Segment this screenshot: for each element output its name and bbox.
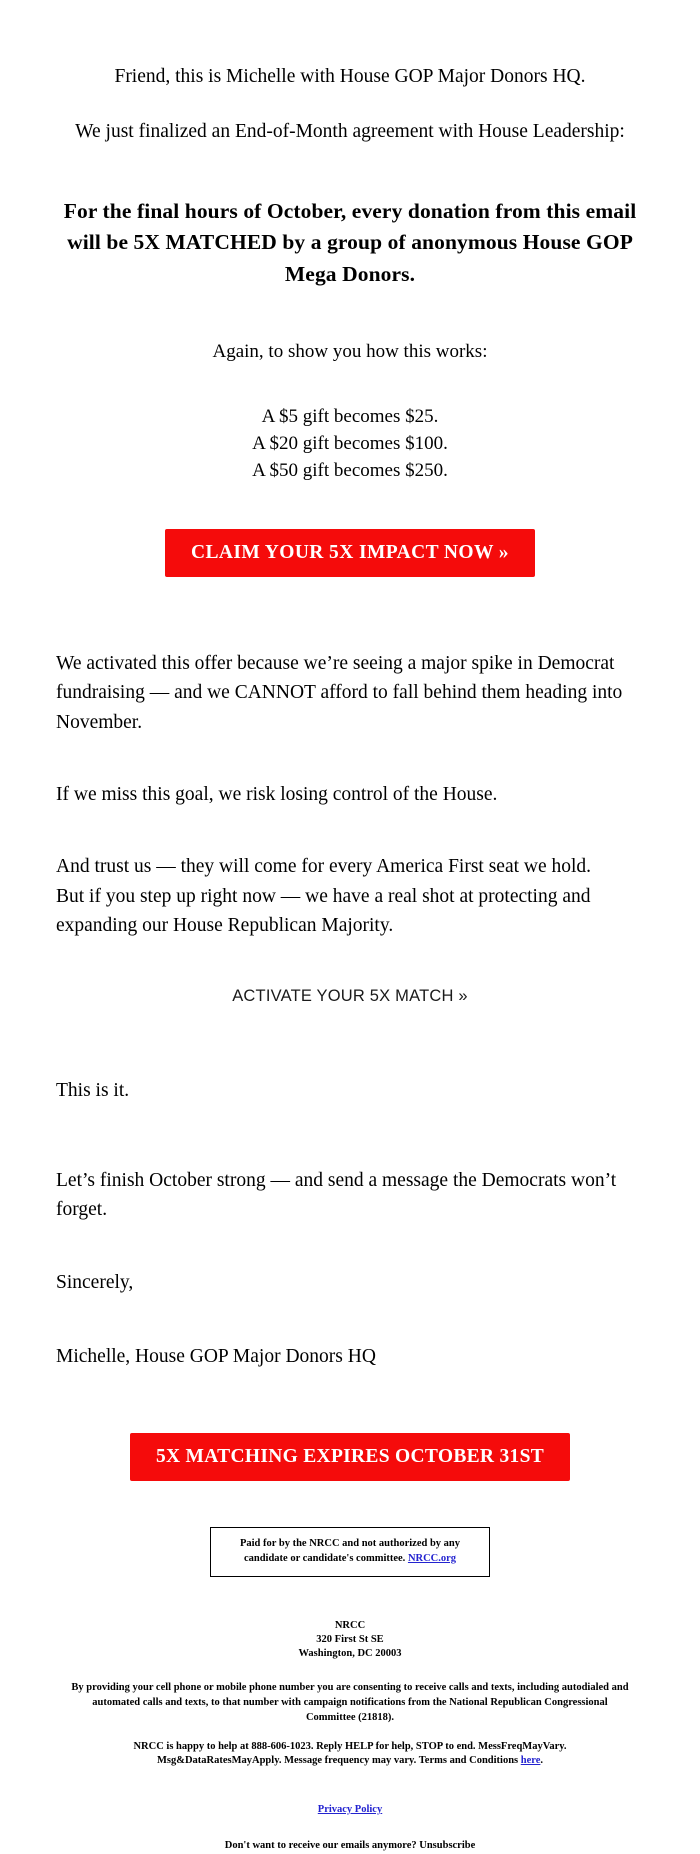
disclaimer-row (56, 1481, 644, 1577)
gift-match-list (56, 385, 644, 485)
intro-line-2: We just finalized an End-of-Month agreement with House Leadership: (75, 120, 625, 142)
claim-5x-impact-button[interactable]: CLAIM YOUR 5X IMPACT NOW » (165, 529, 535, 577)
signature: Michelle, House GOP Major Donors HQ (56, 1345, 376, 1367)
paragraph-trust-line-2: But if you step up right now — we have a real shot at protecting and expanding our House Republican Majority. (56, 885, 591, 937)
headline: For the final hours of October, every donation from this email will be 5X MATCHED by a group of anonymous House GOP Mega Donors. (63, 199, 637, 286)
intro-line-1: Friend, this is Michelle with House GOP Major Donors HQ. (114, 66, 586, 87)
paragraph-risk: If we miss this goal, we risk losing control of the House. (56, 784, 498, 805)
gift-item: A $20 gift becomes $100. (252, 432, 448, 454)
footer-city-state-zip: Washington, DC 20003 (298, 1647, 402, 1659)
paragraph-finish-strong: Let’s finish October strong — and send a message the Democrats won’t forget. (56, 1169, 617, 1221)
unsubscribe-prompt: Don't want to receive our emails anymore? (224, 1840, 420, 1852)
gift-item: A $5 gift becomes $25. (261, 405, 439, 427)
organization-address (70, 1577, 630, 1661)
email-content-column (56, 0, 644, 1577)
unsubscribe-row (70, 1817, 630, 1853)
again-line: Again, to show you how this works: (212, 341, 488, 363)
footer-org-name: NRCC (334, 1619, 366, 1631)
footer-street: 320 First St SE (316, 1633, 384, 1645)
paragraph-this-is-it: This is it. (56, 1079, 130, 1101)
sms-consent-disclosure: By providing your cell phone or mobile phone number you are consenting to receive calls and texts, including autodialed and automated calls and texts, to that number with campaign notifications from the National Republican Congressional Committee (21818). (71, 1682, 629, 1723)
email-footer (70, 1577, 630, 1854)
sms-help-disclosure (70, 1726, 630, 1769)
expire-cta-row (56, 1391, 644, 1481)
unsubscribe-link[interactable]: Unsubscribe (419, 1840, 476, 1852)
nrcc-org-link[interactable]: NRCC.org (407, 1552, 457, 1564)
paragraph-trust (56, 829, 644, 941)
disclaimer-text: Paid for by the NRCC and not authorized by any candidate or candidate's committee. (239, 1538, 461, 1564)
paid-for-by-disclaimer (210, 1527, 490, 1577)
secondary-cta-row (56, 941, 644, 1006)
sms-help-text-end: . (540, 1755, 544, 1767)
privacy-policy-row (70, 1769, 630, 1817)
terms-and-conditions-link[interactable]: here (520, 1755, 541, 1767)
primary-cta-row (56, 485, 644, 577)
activate-5x-match-link[interactable]: ACTIVATE YOUR 5X MATCH » (232, 987, 468, 1005)
sms-help-text: NRCC is happy to help at 888-606-1023. Reply HELP for help, STOP to end. MessFreqMayVary. Msg&DataRatesMayApply. Message frequency may vary. Terms and Conditions (133, 1740, 567, 1767)
gift-item: A $50 gift becomes $250. (252, 459, 448, 481)
privacy-policy-link[interactable]: Privacy Policy (317, 1803, 383, 1815)
signoff: Sincerely, (56, 1272, 134, 1294)
paragraph-spike: We activated this offer because we’re seeing a major spike in Democrat fundraising — and we CANNOT afford to fall behind them heading into November. (56, 652, 623, 733)
paragraph-trust-line-1: And trust us — they will come for every America First seat we hold. (56, 856, 592, 878)
matching-expires-button[interactable]: 5X MATCHING EXPIRES OCTOBER 31ST (130, 1433, 570, 1481)
